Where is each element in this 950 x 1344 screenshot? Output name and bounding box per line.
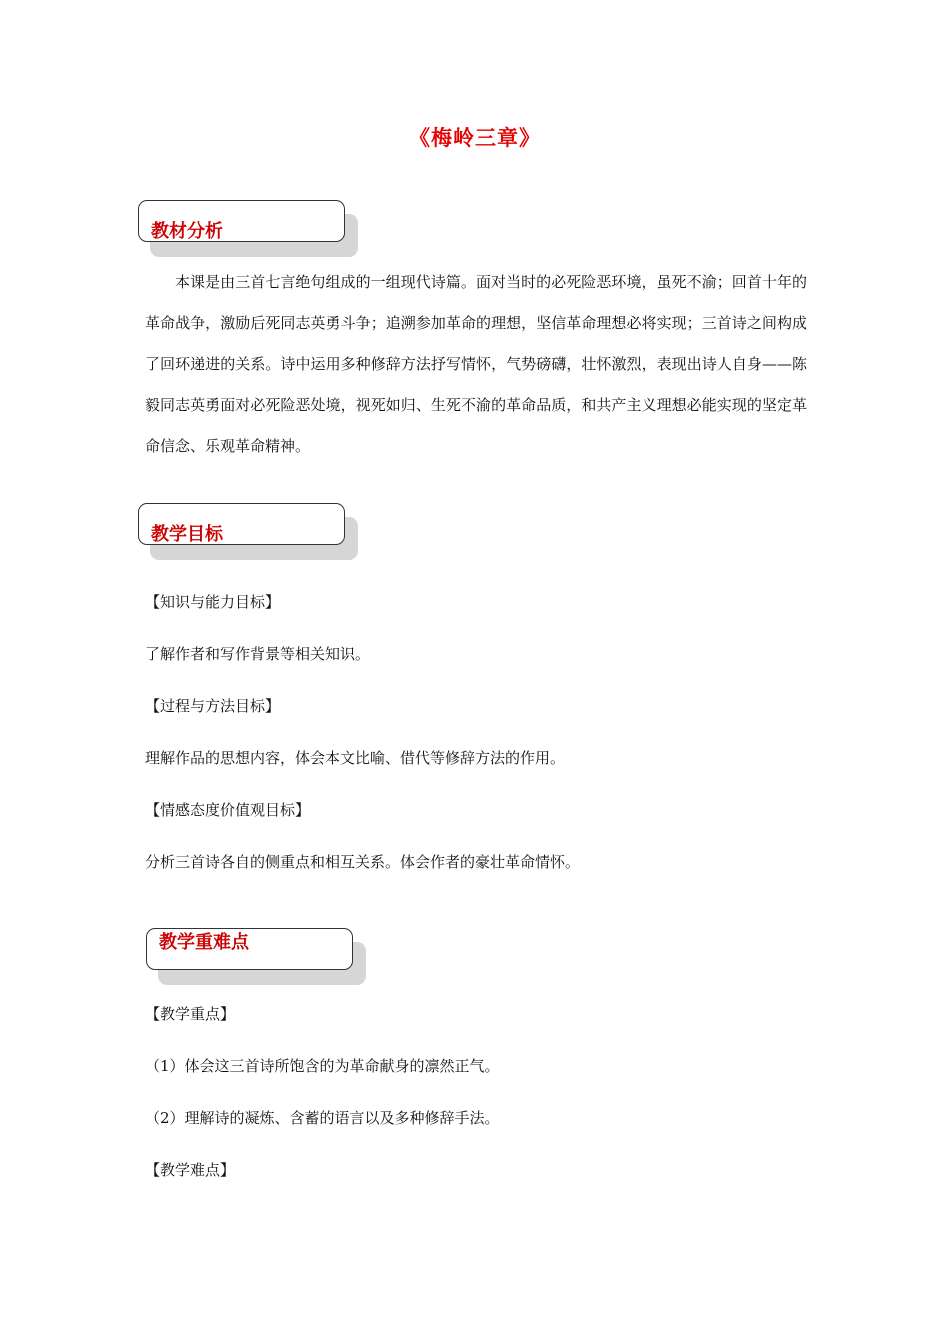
process-goal-label: 【过程与方法目标】 xyxy=(145,697,281,715)
section-heading-analysis-label: 教材分析 xyxy=(151,221,223,242)
emotion-goal-text: 分析三首诗各自的侧重点和相互关系。体会作者的豪壮革命情怀。 xyxy=(145,853,581,871)
section-heading-keypoints-label: 教学重难点 xyxy=(159,932,249,953)
section-heading-goals-label: 教学目标 xyxy=(151,524,223,545)
teaching-focus-item-1: （1）体会这三首诗所饱含的为革命献身的凛然正气。 xyxy=(145,1057,500,1075)
emotion-goal-label: 【情感态度价值观目标】 xyxy=(145,801,311,819)
teaching-difficulty-label: 【教学难点】 xyxy=(145,1161,236,1179)
section-heading-goals xyxy=(138,503,346,546)
section-heading-analysis xyxy=(138,200,346,243)
section-heading-keypoints xyxy=(146,928,354,971)
process-goal-text: 理解作品的思想内容，体会本文比喻、借代等修辞方法的作用。 xyxy=(145,749,566,767)
knowledge-goal-text: 了解作者和写作背景等相关知识。 xyxy=(145,645,371,663)
teaching-focus-label: 【教学重点】 xyxy=(145,1005,236,1023)
analysis-paragraph: 本课是由三首七言绝句组成的一组现代诗篇。面对当时的必死险恶环境，虽死不渝；回首十年的革命战争，激励后死同志英勇斗争；追溯参加革命的理想，坚信革命理想必将实现；三首诗之间构成了回环递进的关系。诗中运用多种修辞方法抒写情怀，气势磅礴，壮怀激烈，表现出诗人自身——陈毅同志英勇面对必死险恶处境，视死如归、生死不渝的革命品质，和共产主义理想必能实现的坚定革命信念、乐观革命精神。 xyxy=(145,273,807,455)
knowledge-goal-label: 【知识与能力目标】 xyxy=(145,593,281,611)
teaching-focus-item-2: （2）理解诗的凝炼、含蓄的语言以及多种修辞手法。 xyxy=(145,1109,500,1127)
document-title: 《梅岭三章》 xyxy=(409,126,541,150)
